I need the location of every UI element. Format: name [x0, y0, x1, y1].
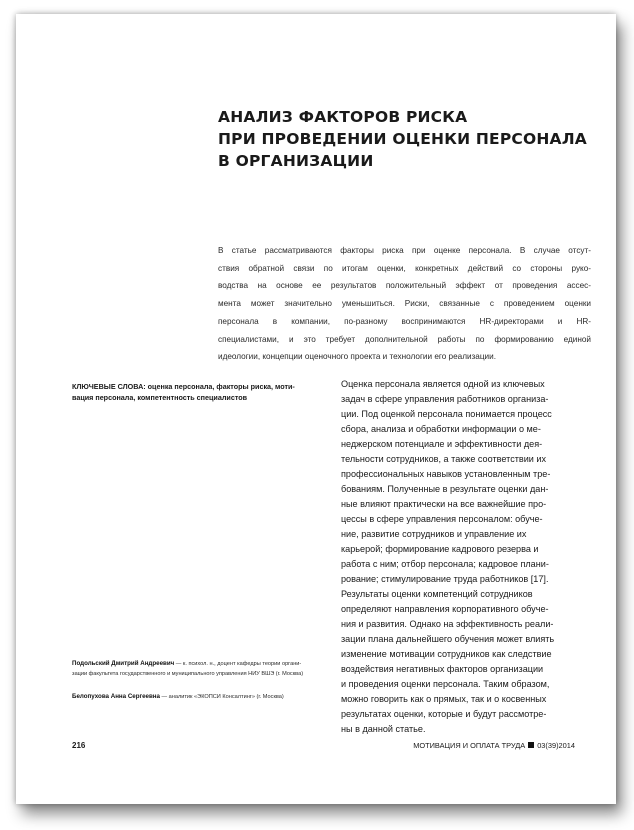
journal-name: МОТИВАЦИЯ И ОПЛАТА ТРУДА: [413, 741, 526, 750]
body-line: ния и развития. Однако на эффективность реали-: [341, 619, 554, 629]
body-line: рование; стимулирование труда работников [17].: [341, 574, 549, 584]
abstract-line: идеологии, концепции оценочного проекта и технологии его реализации.: [218, 352, 496, 362]
author-entry: [72, 659, 338, 670]
body-line: результатах оценки, которые и будут рассмотре-: [341, 709, 547, 719]
body-line: зации плана дальнейшего обучения может влиять: [341, 634, 555, 644]
author-name: Белопухова Анна Сергеевна: [72, 693, 160, 700]
body-line: сбора, анализа и обработки информации о ме-: [341, 424, 541, 434]
body-line: ны в данной статье.: [341, 724, 426, 734]
body-line: Оценка персонала является одной из ключевых: [341, 379, 545, 389]
abstract-line: ствия обратной связи по итогам оценки, конкретных действий со стороны руко-: [218, 263, 591, 273]
body-line: бованиям. Полученные в результате оценки дан-: [341, 484, 549, 494]
body-line: определяют направления корпоративного обуче-: [341, 604, 549, 614]
author-info: зации факультета государственного и муниципального управления НИУ ВШЭ (г. Москва): [72, 670, 304, 677]
keywords-line: вация персонала, компетентность специалистов: [72, 393, 248, 402]
author-name: Подольский Дмитрий Андреевич: [72, 660, 175, 667]
title-line: В ОРГАНИЗАЦИИ: [218, 152, 374, 170]
journal-issue: 03(39)2014: [537, 741, 575, 750]
body-line: работа с ним; отбор персонала; кадровое плани-: [341, 559, 549, 569]
keywords-block: [72, 381, 337, 403]
body-line: карьерой; формирование кадрового резерва и: [341, 544, 539, 554]
body-line: Результаты оценки компетенций сотрудников: [341, 589, 533, 599]
article-abstract: [218, 242, 591, 366]
abstract-line: водства на основе ее результатов положительный эффект от проведения ассес-: [218, 281, 591, 291]
article-title: [218, 106, 587, 172]
author-spacer: [72, 679, 338, 692]
abstract-line: специалистами, и это требует дополнительной работы по формированию единой: [218, 334, 591, 344]
body-line: ции. Под оценкой персонала понимается процесс: [341, 409, 552, 419]
body-line: воздействия негативных факторов организации: [341, 664, 544, 674]
authors-block: [72, 659, 338, 703]
abstract-line: персонала в компании, по-разному воспринимаются HR-директорами и HR-: [218, 316, 591, 326]
body-line: профессиональных навыков установленным тре-: [341, 469, 551, 479]
body-line: задач в сфере управления работников организа-: [341, 394, 549, 404]
body-line: тельности сотрудников, а также соответствии их: [341, 454, 547, 464]
body-line: ние, развитие сотрудников и управление их: [341, 529, 527, 539]
journal-footer: [413, 741, 575, 750]
abstract-line: мента может значительно уменьшиться. Риски, связанные с проведением оценки: [218, 299, 591, 309]
author-entry: [72, 692, 338, 703]
body-line: цессы в сфере управления персоналом: обуче-: [341, 514, 543, 524]
author-info: — аналитик «ЭКОПСИ Консалтинг» (г. Москва): [159, 694, 284, 700]
journal-page: [16, 14, 616, 804]
keywords-line: КЛЮЧЕВЫЕ СЛОВА: оценка персонала, факторы риска, моти-: [72, 382, 295, 391]
body-line: изменение мотивации сотрудников как следствие: [341, 649, 552, 659]
page-number: 216: [72, 741, 86, 750]
body-line: и проведения оценки персонала. Таким образом,: [341, 679, 550, 689]
title-line: АНАЛИЗ ФАКТОРОВ РИСКА: [218, 108, 468, 126]
article-body-text: [341, 377, 593, 737]
body-line: можно говорить как о прямых, так и о косвенных: [341, 694, 547, 704]
body-line: ные влияют практически на все важнейшие про-: [341, 499, 547, 509]
body-line: неджерском потенциале и эффективности дея-: [341, 439, 543, 449]
square-separator-icon: [528, 742, 534, 748]
title-line: ПРИ ПРОВЕДЕНИИ ОЦЕНКИ ПЕРСОНАЛА: [218, 130, 587, 148]
author-info: — к. психол. н., доцент кафедры теории органи-: [174, 661, 302, 667]
abstract-line: В статье рассматриваются факторы риска при оценке персонала. В случае отсут-: [218, 246, 591, 255]
